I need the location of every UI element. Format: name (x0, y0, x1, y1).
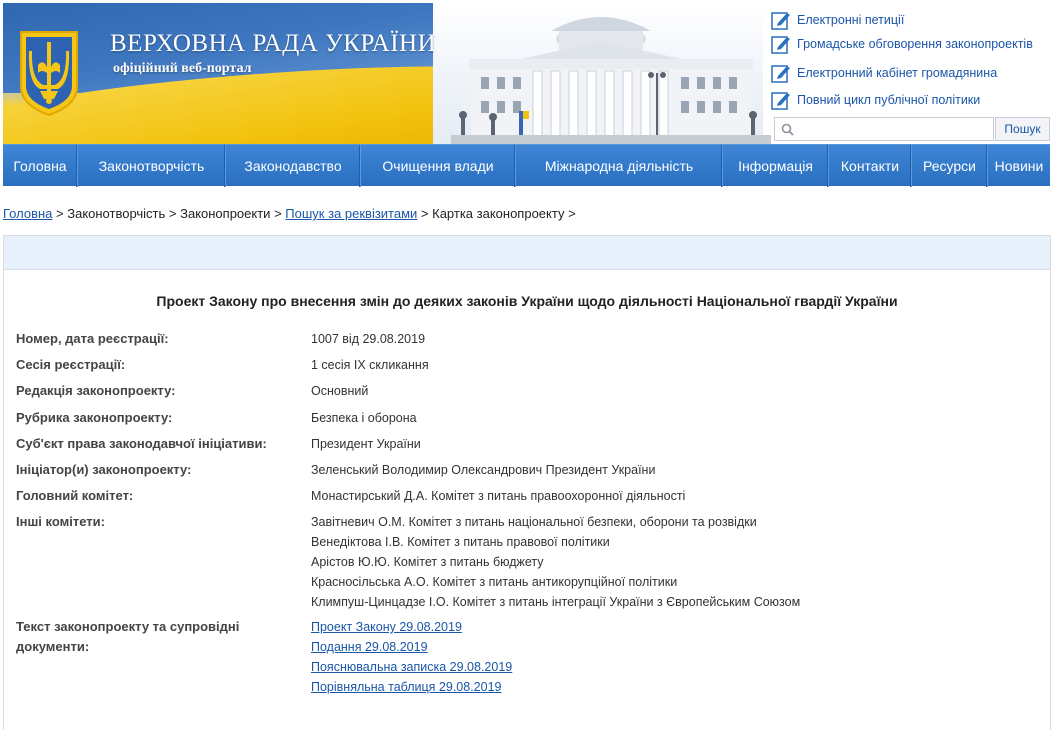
document-link-bill-text[interactable]: Проект Закону 29.08.2019 (311, 620, 462, 634)
quick-link-public-policy[interactable] (771, 90, 980, 110)
edit-icon (771, 90, 791, 110)
field-label-subject: Суб'єкт права законодавчої ініціативи: (16, 436, 267, 451)
quick-link-label: Електронний кабінет громадянина (797, 66, 998, 80)
breadcrumb-card: Картка законопроекту (432, 206, 565, 221)
search-box (774, 117, 994, 141)
field-label-other-committees: Інші комітети: (16, 514, 105, 529)
nav-item-lustration[interactable]: Очищення влади (361, 145, 516, 187)
field-label-number-date: Номер, дата реєстрації: (16, 331, 169, 346)
field-value-edition: Основний (311, 384, 369, 398)
nav-item-international[interactable]: Міжнародна діяльність (516, 145, 723, 187)
main-navigation (3, 144, 1050, 186)
breadcrumb-separator: > (165, 206, 181, 221)
breadcrumb-separator: > (417, 206, 433, 221)
edit-icon (771, 63, 791, 83)
search-input[interactable] (799, 118, 991, 140)
coat-of-arms-icon (18, 29, 80, 117)
breadcrumb-search[interactable]: Пошук за реквізитами (285, 206, 418, 221)
field-label-session: Сесія реєстрації: (16, 357, 126, 372)
bill-title: Проект Закону про внесення змін до деяких законів України щодо діяльності Національної гвардії України (156, 293, 898, 309)
site-subtitle: офіційний веб-портал (113, 61, 252, 76)
field-value-session: 1 сесія IX скликання (311, 358, 429, 372)
nav-item-contacts[interactable]: Контакти (829, 145, 912, 187)
site-title: ВЕРХОВНА РАДА УКРАЇНИ (110, 30, 437, 57)
nav-item-legislation[interactable]: Законодавство (226, 145, 361, 187)
edit-icon (771, 10, 791, 30)
nav-item-resources[interactable]: Ресурси (912, 145, 988, 187)
field-value-initiators: Зеленський Володимир Олександрович Президент України (311, 463, 656, 477)
field-value-other-committees (311, 512, 800, 612)
breadcrumb-separator: > (52, 206, 68, 221)
breadcrumb-separator: > (564, 206, 576, 221)
committee-item: Венедіктова І.В. Комітет з питань правової політики (311, 535, 610, 549)
bill-card (3, 235, 1051, 730)
quick-link-label: Громадське обговорення законопроектів (797, 37, 1033, 51)
field-label-documents: Текст законопроекту та супровідні документи: (16, 619, 240, 654)
nav-item-information[interactable]: Інформація (723, 145, 829, 187)
document-link-submission[interactable]: Подання 29.08.2019 (311, 640, 428, 654)
field-label-edition: Редакція законопроекту: (16, 383, 176, 398)
field-value-main-committee: Монастирський Д.А. Комітет з питань правоохоронної діяльності (311, 489, 686, 503)
committee-item: Климпуш-Цинцадзе І.О. Комітет з питань інтеграції України з Європейським Союзом (311, 595, 801, 609)
field-value-number-date: 1007 від 29.08.2019 (311, 332, 426, 346)
quick-link-petitions[interactable] (771, 10, 904, 30)
field-value-subject: Президент України (311, 437, 421, 451)
field-label-initiators: Ініціатор(и) законопроекту: (16, 462, 192, 477)
field-value-rubric: Безпека і оборона (311, 411, 417, 425)
breadcrumb-home[interactable]: Головна (3, 206, 53, 221)
field-value-documents (311, 617, 512, 697)
document-link-explanatory-note[interactable]: Пояснювальна записка 29.08.2019 (311, 660, 513, 674)
field-label-rubric: Рубрика законопроекту: (16, 410, 173, 425)
document-link-comparative-table[interactable]: Порівняльна таблиця 29.08.2019 (311, 680, 502, 694)
nav-item-home[interactable]: Головна (3, 145, 78, 187)
breadcrumb-separator: > (270, 206, 286, 221)
quick-link-label: Повний цикл публічної політики (797, 93, 981, 107)
quick-link-citizen-cabinet[interactable] (771, 63, 997, 83)
quick-link-label: Електронні петиції (797, 13, 905, 27)
breadcrumb-lawmaking: Законотворчість (67, 206, 166, 221)
committee-item: Красносільська А.О. Комітет з питань антикорупційної політики (311, 575, 678, 589)
search-icon (781, 123, 794, 136)
card-header-band (4, 236, 1050, 270)
committee-item: Завітневич О.М. Комітет з питань національної безпеки, оборони та розвідки (311, 515, 757, 529)
field-label-main-committee: Головний комітет: (16, 488, 134, 503)
committee-item: Арістов Ю.Ю. Комітет з питань бюджету (311, 555, 544, 569)
nav-item-lawmaking[interactable]: Законотворчість (78, 145, 226, 187)
breadcrumb-bills: Законопроекти (180, 206, 271, 221)
breadcrumb (3, 206, 576, 221)
edit-icon (771, 34, 791, 54)
nav-item-news[interactable]: Новини (994, 158, 1044, 174)
parliament-building-illustration (451, 11, 771, 144)
search-button[interactable]: Пошук (995, 117, 1050, 141)
quick-link-bill-discussion[interactable] (771, 34, 1033, 54)
